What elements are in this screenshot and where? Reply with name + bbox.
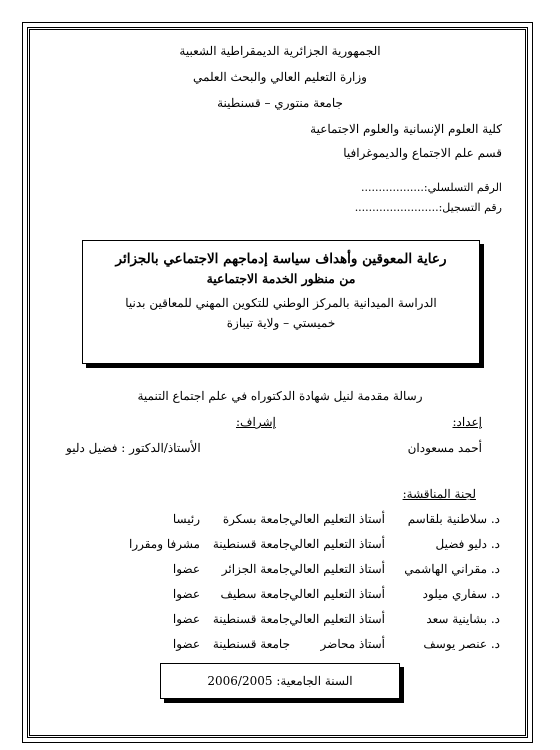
member-role: مشرفا ومقررا [128, 537, 200, 551]
committee-member-row [80, 637, 500, 657]
member-rank: أستاذ التعليم العالي [289, 537, 385, 551]
committee-member-row [80, 612, 500, 632]
member-name: د. عنصر يوسف [423, 637, 500, 651]
thesis-subtitle-line2: خميستي – ولاية تيبازة [226, 316, 336, 330]
supervisor-name: الأستاذ/الدكتور : فضيل دليو [66, 441, 201, 455]
committee-member-row [80, 512, 500, 532]
thesis-title-line2: من منظور الخدمة الاجتماعية [206, 271, 356, 286]
supervision-label: إشراف: [236, 415, 276, 429]
thesis-subtitle-line1: الدراسة الميدانية بالمركز الوطني للتكوين المهني للمعاقين بدنيا [125, 296, 437, 310]
academic-year: السنة الجامعية: 2006/2005 [207, 674, 353, 688]
member-name: د. سلاطنية بلقاسم [407, 512, 500, 526]
committee-label: لجنة المناقشة: [402, 487, 476, 501]
member-rank: أستاذ التعليم العالي [289, 512, 385, 526]
member-role: عضوا [172, 587, 200, 601]
committee-member-row [80, 537, 500, 557]
author-name: أحمد مسعودان [407, 441, 482, 455]
member-rank: أستاذ التعليم العالي [289, 562, 385, 576]
serial-number: الرقم التسلسلي:.................. [360, 181, 502, 194]
member-university: جامعة قسنطينة [212, 612, 290, 626]
thesis-degree-note: رسالة مقدمة لنيل شهادة الدكتوراه في علم اجتماع التنمية [137, 389, 423, 403]
member-rank: أستاذ التعليم العالي [289, 612, 385, 626]
member-role: عضوا [172, 562, 200, 576]
academic-year-box [160, 663, 400, 699]
member-university: جامعة الجزائر [221, 562, 290, 576]
member-university: جامعة سطيف [220, 587, 290, 601]
member-university: جامعة قسنطينة [212, 537, 290, 551]
member-university: جامعة بسكرة [222, 512, 290, 526]
prepared-label: إعداد: [452, 415, 482, 429]
member-university: جامعة قسنطينة [212, 637, 290, 651]
committee-member-row [80, 587, 500, 607]
faculty-heading: كلية العلوم الإنسانية والعلوم الاجتماعية [310, 122, 502, 136]
university-heading: جامعة منتوري – قسنطينة [217, 96, 343, 110]
ministry-heading: وزارة التعليم العالي والبحث العلمي [193, 70, 367, 84]
republic-heading: الجمهورية الجزائرية الديمقراطية الشعبية [179, 44, 381, 58]
member-name: د. بشاينية سعد [426, 612, 500, 626]
member-rank: أستاذ التعليم العالي [289, 587, 385, 601]
member-role: رئيسا [172, 512, 200, 526]
member-rank: أستاذ محاضر [320, 637, 385, 651]
registration-number: رقم التسجيل:........................ [354, 201, 502, 214]
thesis-title-line1: رعاية المعوقين وأهداف سياسة إدماجهم الاجتماعي بالجزائر [115, 251, 447, 267]
thesis-title-box [82, 240, 480, 364]
member-name: د. دليو فضيل [435, 537, 500, 551]
committee-member-row [80, 562, 500, 582]
member-role: عضوا [172, 637, 200, 651]
member-role: عضوا [172, 612, 200, 626]
member-name: د. مقراني الهاشمي [404, 562, 500, 576]
department-heading: قسم علم الاجتماع والديموغرافيا [343, 146, 502, 160]
member-name: د. سفاري ميلود [422, 587, 500, 601]
